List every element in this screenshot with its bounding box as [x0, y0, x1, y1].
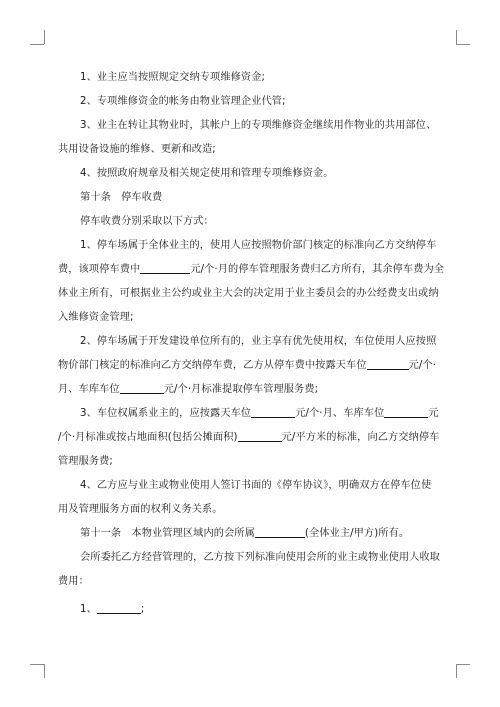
section-heading: 第十条 停车收费	[80, 192, 163, 203]
text-run: (全体业主/甲方)所有。	[304, 528, 410, 539]
text-run: 第十一条 本物业管理区域内的会所属	[80, 528, 255, 539]
text-run: 月、车库车位	[58, 384, 120, 395]
text-run: 物价部门核定的标准向乙方交纳停车费，乙方从停车费中按露天车位	[58, 360, 367, 371]
paragraph-line: 入维修资金管理;	[58, 312, 134, 323]
paragraph-line	[58, 258, 468, 282]
fill-in-blank[interactable]	[238, 429, 282, 442]
fill-in-blank[interactable]	[140, 261, 190, 274]
fill-in-blank[interactable]	[97, 601, 141, 614]
paragraph-line: 体业主所有，可根据业主公约或业主大会的决定用于业主委员会的办公经费支出或纳	[58, 288, 439, 299]
paragraph-line: 1、停车场属于全体业主的，使用人应按照物价部门核定的标准向乙方交纳停车	[80, 240, 437, 251]
fill-in-blank[interactable]	[255, 525, 305, 538]
text-run: /个·月标准或按占地面积(包括公摊面积)	[58, 432, 238, 443]
text-run: 1、	[80, 604, 97, 615]
text-run: 元/个·	[408, 360, 437, 371]
text-run: 元/平方米的标准，向乙方交纳停车	[281, 432, 440, 443]
paragraph-line: 1、业主应当按照规定交纳专项维修资金;	[80, 72, 265, 83]
text-run: 元/个·月的停车管理服务费归乙方所有，其余停车费为全	[190, 264, 445, 275]
document-body	[58, 66, 468, 622]
fill-in-blank[interactable]	[384, 405, 428, 418]
paragraph-line: 费用：	[58, 576, 89, 587]
text-run: 元/个·月标准提取停车管理服务费;	[163, 384, 319, 395]
paragraph-line	[58, 402, 468, 426]
paragraph-line: 管理服务费;	[58, 456, 113, 467]
text-run: 元/个·月、车库车位	[295, 408, 385, 419]
paragraph-line	[58, 598, 468, 622]
text-run: ;	[140, 604, 145, 615]
paragraph-line: 共用设备设施的维修、更新和改造;	[58, 144, 216, 155]
paragraph-line	[58, 354, 468, 378]
paragraph-line: 停车收费分别采取以下方式：	[80, 216, 214, 227]
paragraph-line: 3、业主在转让其物业时，其帐户上的专项维修资金继续用作物业的共用部位、	[80, 120, 437, 131]
fill-in-blank[interactable]	[120, 381, 164, 394]
paragraph-line: 4、乙方应与业主或物业使用人签订书面的《停车协议》，明确双方在停车位使	[80, 480, 432, 491]
paragraph-line: 4、按照政府规章及相关规定使用和管理专项维修资金。	[80, 168, 334, 179]
paragraph-line: 用及管理服务方面的权利义务关系。	[58, 504, 223, 515]
paragraph-line	[58, 378, 468, 402]
paragraph-line	[58, 426, 468, 450]
paragraph-line: 2、专项维修资金的帐务由物业管理企业代管;	[80, 96, 286, 107]
text-run: 元	[428, 408, 439, 419]
fill-in-blank[interactable]	[251, 405, 295, 418]
paragraph-line: 2、停车场属于开发建设单位所有的，业主享有优先使用权，车位使用人应按照	[80, 336, 437, 347]
section-heading	[58, 522, 468, 546]
text-run: 3、车位权属系业主的，应按露天车位	[80, 408, 252, 419]
fill-in-blank[interactable]	[367, 357, 409, 370]
text-run: 费，该项停车费中	[58, 264, 141, 275]
paragraph-line: 会所委托乙方经营管理的，乙方按下列标准向使用会所的业主或物业使用人收取	[80, 552, 441, 563]
